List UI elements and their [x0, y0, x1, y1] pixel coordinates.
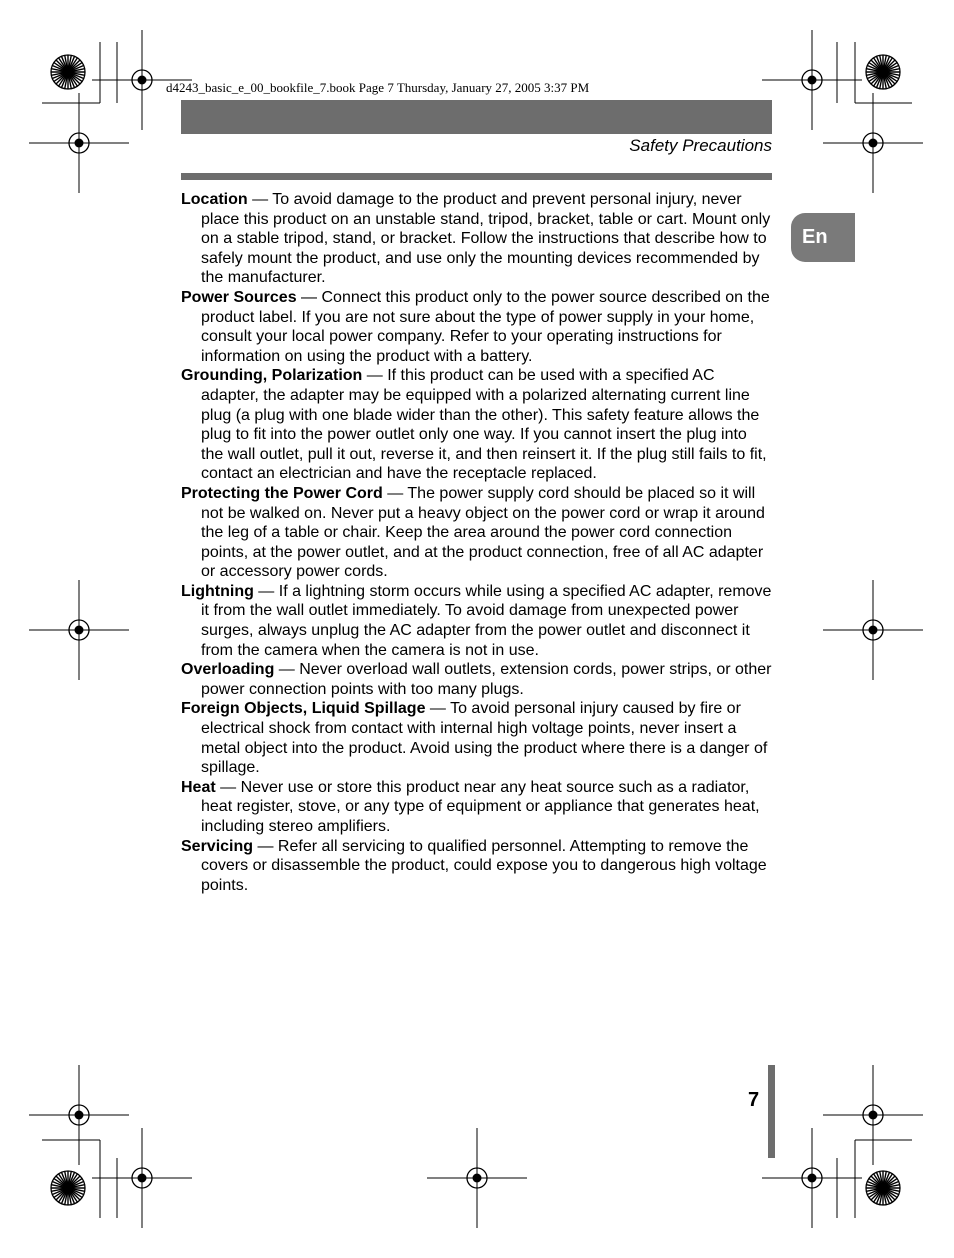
entry-servicing — [181, 837, 772, 896]
entry-text: — Never overload wall outlets, extension cords, power strips, or other power connection points with too many plugs. — [201, 661, 772, 698]
safety-precautions-list — [181, 190, 772, 895]
page-number: 7 — [748, 1089, 760, 1111]
entry-term: Location — [181, 191, 248, 208]
entry-term: Protecting the Power Cord — [181, 484, 383, 502]
entry-grounding-polarization — [181, 366, 772, 484]
print-header: d4243_basic_e_00_bookfile_7.book Page 7 Thursday, January 27, 2005 3:37 PM — [166, 80, 590, 95]
entry-text: — Never use or store this product near any heat source such as a radiator, heat register, stove, or any type of equipment or appliance that generates heat, including stereo amplifiers. — [201, 778, 760, 835]
entry-power-sources — [181, 288, 772, 366]
entry-term: Lightning — [181, 582, 254, 600]
entry-term: Foreign Objects, Liquid Spillage — [181, 700, 426, 718]
section-title: Safety Precautions — [629, 136, 772, 155]
entry-term: Heat — [181, 778, 216, 796]
entry-lightning — [181, 582, 772, 660]
entry-text: — If a lightning storm occurs while using a specified AC adapter, remove it from the wall outlet immediately. To avoid damage from unexpected power surges, always unplug the AC adapter from the power outlet and disconnect it from the camera when the camera is not in use. — [201, 582, 772, 659]
header-bar — [181, 100, 772, 134]
entry-location — [181, 190, 772, 288]
entry-term: Servicing — [181, 837, 254, 855]
entry-text: — The power supply cord should be placed so it will not be walked on. Never put a heavy object on the power cord or wrap it around the leg of a table or chair. Keep the area around the power cord connection points, at the power outlet, and at the product connection, free of all AC adapter or accessory power cords. — [201, 484, 765, 581]
entry-term: Overloading — [181, 661, 275, 679]
entry-text: — Refer all servicing to qualified personnel. Attempting to remove the covers or disassemble the product, could expose you to dangerous high voltage points. — [201, 837, 767, 894]
entry-text: — Connect this product only to the power source described on the product label. If you are not sure about the type of power supply in your home, consult your local power company. Refer to your operating instructions for information on using the product with a battery. — [201, 288, 770, 365]
entry-term: Grounding, Polarization — [181, 367, 363, 385]
entry-protecting-power-cord — [181, 484, 772, 582]
entry-foreign-objects — [181, 699, 772, 777]
entry-text: — If this product can be used with a specified AC adapter, the adapter may be equipped with a polarized alternating current line plug (a plug with one blade wider than the other). This safety feature allows the plug to fit into the power outlet only one way. If you cannot insert the plug into the wall outlet, pull it out, reverse it, and then reinsert it. If the plug still fails to fit, contact an electrician and have the receptacle replaced. — [201, 367, 767, 483]
entry-term: Power Sources — [181, 288, 297, 306]
language-tab: En — [791, 213, 855, 262]
page-number-bar — [768, 1065, 775, 1158]
entry-text: — To avoid personal injury caused by fire or electrical shock from contact with internal high voltage points, never insert a metal object into the product. Avoid using the product where there is a danger of spillage. — [201, 700, 768, 777]
header-rule — [181, 173, 772, 180]
entry-heat — [181, 778, 772, 837]
entry-text: — To avoid damage to the product and prevent personal injury, never place this product on an unstable stand, tripod, bracket, table or cart. Mount only on a stable tripod, stand, or bracket. Follow the instructions that describe how to safely mount the product, and use only the mounting devices recommended by the manufacturer. — [201, 191, 771, 287]
entry-overloading — [181, 660, 772, 699]
